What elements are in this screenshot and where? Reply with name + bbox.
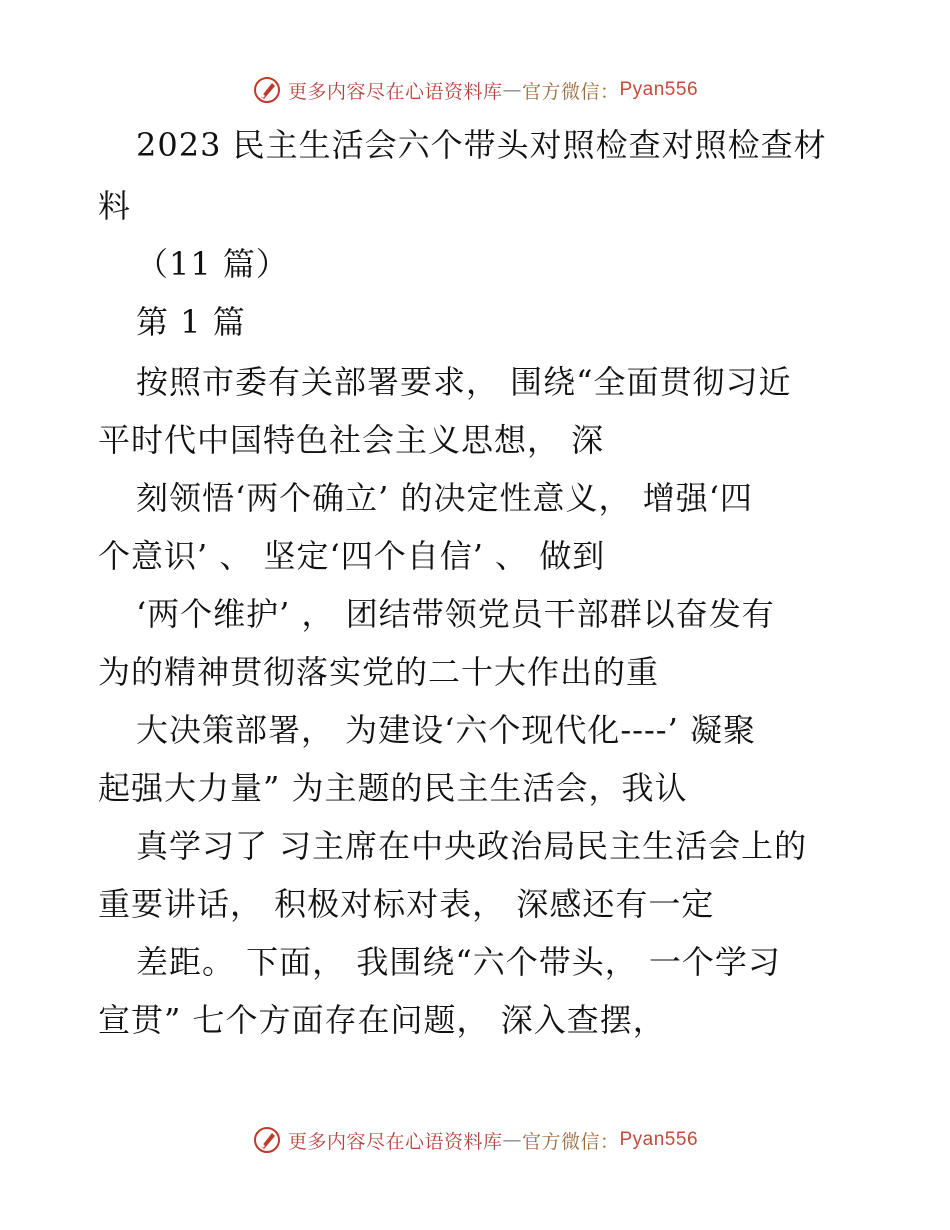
document-title-line-2: 料 <box>98 187 132 225</box>
body-line: 刻领悟‘两个确立’ 的决定性意义， 增强‘四 <box>136 479 753 517</box>
watermark-wechat-label: 官方微信： <box>521 80 620 103</box>
body-line: 个意识’ 、 坚定‘四个自信’ 、 做到 <box>98 537 606 575</box>
watermark-wechat-id: Pyan556 <box>619 1129 699 1150</box>
body-line: 为的精神贯彻落实党的二十大作出的重 <box>98 653 660 691</box>
section-heading: 第 1 篇 <box>136 303 246 341</box>
watermark-text: 更多内容尽在心语资料库 <box>287 1130 503 1153</box>
document-title-line-1: 2023 民主生活会六个带头对照检查对照检查材 <box>136 126 827 164</box>
watermark-header <box>0 70 950 110</box>
body-line: 起强大力量” 为主题的民主生活会，我认 <box>98 769 688 807</box>
body-line: 按照市委有关部署要求， 围绕“全面贯彻习近 <box>136 363 792 401</box>
body-line: 重要讲话， 积极对标对表， 深感还有一定 <box>98 885 715 923</box>
body-line: 平时代中国特色社会主义思想， 深 <box>98 421 605 459</box>
body-line: 差距。 下面， 我围绕“六个带头， 一个学习 <box>136 943 781 981</box>
watermark-separator: — <box>502 1129 522 1151</box>
document-count-note: （11 篇） <box>136 245 289 283</box>
watermark-wechat-label: 官方微信： <box>521 1130 620 1153</box>
body-line: 大决策部署， 为建设‘六个现代化----’ 凝聚 <box>136 711 756 749</box>
fountain-pen-logo-icon <box>252 1125 282 1155</box>
body-line: 真学习了 习主席在中央政治局民主生活会上的 <box>136 827 808 865</box>
body-line: 宣贯” 七个方面存在问题， 深入查摆， <box>98 1001 666 1039</box>
watermark-wechat-id: Pyan556 <box>619 79 699 100</box>
body-line: ‘两个维护’ ， 团结带领党员干部群以奋发有 <box>136 595 775 633</box>
watermark-separator: — <box>502 79 522 101</box>
watermark-text: 更多内容尽在心语资料库 <box>287 80 503 103</box>
watermark-footer <box>0 1120 950 1160</box>
fountain-pen-logo-icon <box>252 75 282 105</box>
